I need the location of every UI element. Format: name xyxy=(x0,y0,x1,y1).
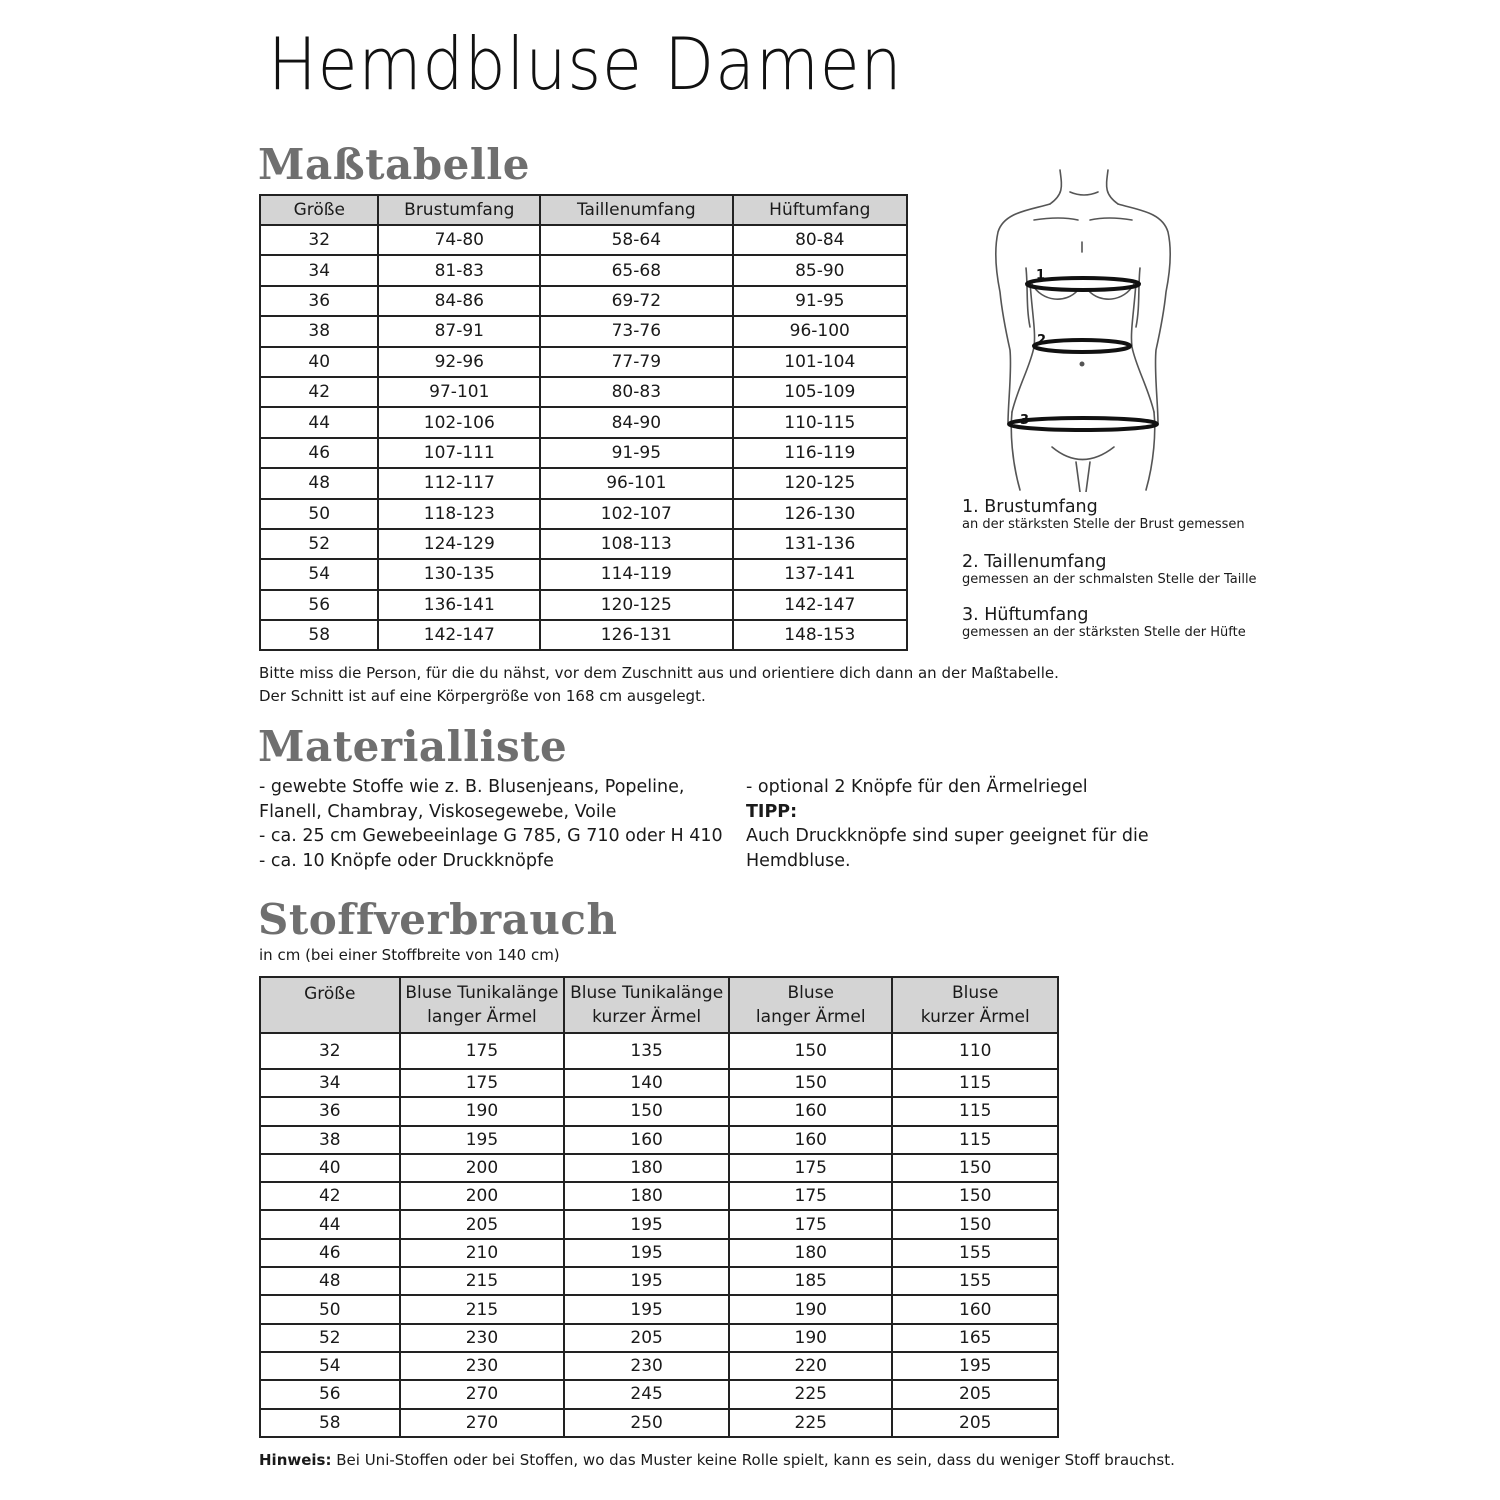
table-cell: 155 xyxy=(892,1267,1058,1295)
table-cell: 38 xyxy=(260,316,378,346)
col-header-bluse-kurz: Bluse kurzer Ärmel xyxy=(892,977,1058,1033)
table-cell: 225 xyxy=(729,1380,892,1408)
measurement-table xyxy=(259,194,908,651)
table-row xyxy=(260,559,907,589)
table-cell: 185 xyxy=(729,1267,892,1295)
table-cell: 200 xyxy=(400,1182,565,1210)
table-cell: 69-72 xyxy=(540,286,732,316)
table-cell: 54 xyxy=(260,559,378,589)
table-row xyxy=(260,1126,1058,1154)
table-row xyxy=(260,1267,1058,1295)
table-cell: 40 xyxy=(260,347,378,377)
size-note-line-1: Bitte miss die Person, für die du nähst, vor dem Zuschnitt aus und orientiere dich dann an der Maßtabelle. xyxy=(259,664,1059,682)
table-row xyxy=(260,1154,1058,1182)
table-cell: 140 xyxy=(564,1069,729,1097)
table-cell: 91-95 xyxy=(540,438,732,468)
table-cell: 175 xyxy=(400,1033,565,1069)
table-row xyxy=(260,1239,1058,1267)
col-header-brustumfang: Brustumfang xyxy=(378,195,540,225)
table-row xyxy=(260,316,907,346)
table-cell: 114-119 xyxy=(540,559,732,589)
hint-note xyxy=(259,1451,1175,1469)
legend-brustumfang xyxy=(962,497,1245,533)
legend-desc: an der stärksten Stelle der Brust gemessen xyxy=(962,517,1245,532)
heading-materialliste: Materialliste xyxy=(258,722,568,771)
hip-marker-3: 3 xyxy=(1020,413,1030,428)
table-cell: 230 xyxy=(400,1324,565,1352)
bust-marker-1: 1 xyxy=(1036,268,1046,283)
table-row xyxy=(260,1097,1058,1125)
table-cell: 80-83 xyxy=(540,377,732,407)
table-row xyxy=(260,255,907,285)
table-cell: 230 xyxy=(564,1352,729,1380)
legend-desc: gemessen an der schmalsten Stelle der Taille xyxy=(962,572,1257,587)
material-list-left xyxy=(259,775,723,873)
table-cell: 205 xyxy=(400,1210,565,1238)
material-line: - ca. 25 cm Gewebeeinlage G 785, G 710 oder H 410 xyxy=(259,826,723,846)
table-row xyxy=(260,347,907,377)
table-cell: 102-107 xyxy=(540,499,732,529)
table-cell: 116-119 xyxy=(733,438,907,468)
col-header-taillenumfang: Taillenumfang xyxy=(540,195,732,225)
material-line: - ca. 10 Knöpfe oder Druckknöpfe xyxy=(259,850,554,871)
table-row xyxy=(260,468,907,498)
table-cell: 87-91 xyxy=(378,316,540,346)
navel-mark xyxy=(1080,362,1085,367)
table-row xyxy=(260,1069,1058,1097)
legend-taillenumfang xyxy=(962,552,1257,588)
table-cell: 180 xyxy=(729,1239,892,1267)
body-outline xyxy=(996,170,1170,492)
table-cell: 195 xyxy=(564,1267,729,1295)
table-cell: 91-95 xyxy=(733,286,907,316)
table-cell: 52 xyxy=(260,1324,400,1352)
table-cell: 81-83 xyxy=(378,255,540,285)
table-cell: 65-68 xyxy=(540,255,732,285)
table-row xyxy=(260,1324,1058,1352)
table-cell: 190 xyxy=(729,1324,892,1352)
table-cell: 150 xyxy=(892,1182,1058,1210)
table-row xyxy=(260,377,907,407)
table-cell: 54 xyxy=(260,1352,400,1380)
table-cell: 46 xyxy=(260,438,378,468)
table-cell: 108-113 xyxy=(540,529,732,559)
table-cell: 120-125 xyxy=(540,590,732,620)
table-row xyxy=(260,1182,1058,1210)
table-cell: 175 xyxy=(729,1210,892,1238)
hint-label: Hinweis: xyxy=(259,1451,332,1469)
table-cell: 58 xyxy=(260,1409,400,1437)
table-cell: 137-141 xyxy=(733,559,907,589)
legend-hueftumfang xyxy=(962,605,1246,641)
col-header-hueftumfang: Hüftumfang xyxy=(733,195,907,225)
table-cell: 58-64 xyxy=(540,225,732,255)
table-cell: 40 xyxy=(260,1154,400,1182)
table-cell: 245 xyxy=(564,1380,729,1408)
table-cell: 205 xyxy=(892,1409,1058,1437)
table-cell: 142-147 xyxy=(733,590,907,620)
table-cell: 110 xyxy=(892,1033,1058,1069)
col-header-tunika-kurz: Bluse Tunikalänge kurzer Ärmel xyxy=(564,977,729,1033)
table-cell: 48 xyxy=(260,1267,400,1295)
table-row xyxy=(260,1033,1058,1069)
legend-desc: gemessen an der stärksten Stelle der Hüfte xyxy=(962,625,1246,640)
table-row xyxy=(260,438,907,468)
hip-measure-line xyxy=(1009,418,1157,430)
table-cell: 34 xyxy=(260,255,378,285)
tip-text: Auch Druckknöpfe sind super geeignet für die xyxy=(746,826,1149,846)
table-header-row xyxy=(260,195,907,225)
table-cell: 210 xyxy=(400,1239,565,1267)
table-cell: 250 xyxy=(564,1409,729,1437)
table-cell: 92-96 xyxy=(378,347,540,377)
table-cell: 175 xyxy=(400,1069,565,1097)
table-cell: 195 xyxy=(564,1239,729,1267)
table-cell: 150 xyxy=(892,1154,1058,1182)
table-row xyxy=(260,286,907,316)
col-header-groesse: Größe xyxy=(260,195,378,225)
table-cell: 135 xyxy=(564,1033,729,1069)
table-cell: 112-117 xyxy=(378,468,540,498)
table-row xyxy=(260,1352,1058,1380)
material-line: Flanell, Chambray, Viskosegewebe, Voile xyxy=(259,801,617,822)
table-cell: 215 xyxy=(400,1295,565,1323)
table-cell: 97-101 xyxy=(378,377,540,407)
table-cell: 46 xyxy=(260,1239,400,1267)
table-cell: 270 xyxy=(400,1409,565,1437)
table-cell: 101-104 xyxy=(733,347,907,377)
table-cell: 42 xyxy=(260,377,378,407)
table-cell: 118-123 xyxy=(378,499,540,529)
table-cell: 32 xyxy=(260,225,378,255)
table-cell: 160 xyxy=(564,1126,729,1154)
table-cell: 120-125 xyxy=(733,468,907,498)
size-note-line-2: Der Schnitt ist auf eine Körpergröße von 168 cm ausgelegt. xyxy=(259,687,706,705)
fabric-consumption-table xyxy=(259,976,1059,1438)
table-cell: 190 xyxy=(400,1097,565,1125)
material-line: - gewebte Stoffe wie z. B. Blusenjeans, Popeline, xyxy=(259,777,685,797)
table-cell: 126-131 xyxy=(540,620,732,650)
body-measurement-figure xyxy=(990,162,1175,492)
legend-title: 1. Brustumfang xyxy=(962,497,1098,517)
table-cell: 107-111 xyxy=(378,438,540,468)
table-cell: 190 xyxy=(729,1295,892,1323)
table-header-row xyxy=(260,977,1058,1033)
table-cell: 80-84 xyxy=(733,225,907,255)
col-header-groesse: Größe xyxy=(260,977,400,1033)
table-cell: 44 xyxy=(260,407,378,437)
table-cell: 270 xyxy=(400,1380,565,1408)
table-cell: 48 xyxy=(260,468,378,498)
table-cell: 73-76 xyxy=(540,316,732,346)
table-cell: 50 xyxy=(260,1295,400,1323)
table-cell: 136-141 xyxy=(378,590,540,620)
table-cell: 126-130 xyxy=(733,499,907,529)
table-row xyxy=(260,1210,1058,1238)
table-cell: 150 xyxy=(892,1210,1058,1238)
legend-title: 2. Taillenumfang xyxy=(962,552,1107,572)
table-cell: 131-136 xyxy=(733,529,907,559)
table-row xyxy=(260,590,907,620)
table-cell: 148-153 xyxy=(733,620,907,650)
table-row xyxy=(260,1409,1058,1437)
table-cell: 44 xyxy=(260,1210,400,1238)
table-cell: 200 xyxy=(400,1154,565,1182)
material-list-right xyxy=(746,775,1149,873)
table-row xyxy=(260,620,907,650)
table-cell: 115 xyxy=(892,1097,1058,1125)
col-header-tunika-lang: Bluse Tunikalänge langer Ärmel xyxy=(400,977,565,1033)
tip-text: Hemdbluse. xyxy=(746,850,851,871)
table-cell: 36 xyxy=(260,1097,400,1125)
table-cell: 32 xyxy=(260,1033,400,1069)
table-cell: 220 xyxy=(729,1352,892,1380)
table-cell: 115 xyxy=(892,1126,1058,1154)
waist-marker-2: 2 xyxy=(1037,333,1047,348)
table-cell: 175 xyxy=(729,1182,892,1210)
table-cell: 195 xyxy=(564,1295,729,1323)
table-cell: 160 xyxy=(892,1295,1058,1323)
table-cell: 205 xyxy=(892,1380,1058,1408)
table-cell: 180 xyxy=(564,1154,729,1182)
heading-masstabelle: Maßtabelle xyxy=(258,140,530,189)
table-cell: 160 xyxy=(729,1126,892,1154)
table-cell: 130-135 xyxy=(378,559,540,589)
table-cell: 50 xyxy=(260,499,378,529)
table-cell: 215 xyxy=(400,1267,565,1295)
table-row xyxy=(260,499,907,529)
table-cell: 74-80 xyxy=(378,225,540,255)
material-line: - optional 2 Knöpfe für den Ärmelriegel xyxy=(746,777,1088,797)
table-cell: 96-101 xyxy=(540,468,732,498)
table-cell: 150 xyxy=(564,1097,729,1125)
table-cell: 34 xyxy=(260,1069,400,1097)
table-cell: 77-79 xyxy=(540,347,732,377)
table-cell: 110-115 xyxy=(733,407,907,437)
table-cell: 124-129 xyxy=(378,529,540,559)
table-cell: 155 xyxy=(892,1239,1058,1267)
table-cell: 56 xyxy=(260,590,378,620)
waist-measure-line xyxy=(1034,340,1130,352)
table-cell: 195 xyxy=(564,1210,729,1238)
table-cell: 105-109 xyxy=(733,377,907,407)
table-cell: 84-86 xyxy=(378,286,540,316)
table-cell: 205 xyxy=(564,1324,729,1352)
table-cell: 142-147 xyxy=(378,620,540,650)
table-cell: 84-90 xyxy=(540,407,732,437)
table-cell: 42 xyxy=(260,1182,400,1210)
table-row xyxy=(260,529,907,559)
table-cell: 36 xyxy=(260,286,378,316)
table-cell: 96-100 xyxy=(733,316,907,346)
table-cell: 195 xyxy=(400,1126,565,1154)
table-cell: 230 xyxy=(400,1352,565,1380)
table-cell: 160 xyxy=(729,1097,892,1125)
tip-label: TIPP: xyxy=(746,801,798,822)
heading-stoffverbrauch: Stoffverbrauch xyxy=(258,895,618,944)
table-cell: 56 xyxy=(260,1380,400,1408)
table-cell: 225 xyxy=(729,1409,892,1437)
table-cell: 52 xyxy=(260,529,378,559)
table-cell: 195 xyxy=(892,1352,1058,1380)
hint-text: Bei Uni-Stoffen oder bei Stoffen, wo das Muster keine Rolle spielt, kann es sein, dass du weniger Stoff brauchst. xyxy=(331,1451,1175,1469)
table-cell: 38 xyxy=(260,1126,400,1154)
stoff-subtitle: in cm (bei einer Stoffbreite von 140 cm) xyxy=(259,946,560,964)
table-row xyxy=(260,407,907,437)
table-cell: 150 xyxy=(729,1069,892,1097)
table-cell: 175 xyxy=(729,1154,892,1182)
table-cell: 115 xyxy=(892,1069,1058,1097)
table-row xyxy=(260,1295,1058,1323)
page-title: Hemdbluse Damen xyxy=(268,22,903,106)
table-cell: 102-106 xyxy=(378,407,540,437)
col-header-bluse-lang: Bluse langer Ärmel xyxy=(729,977,892,1033)
table-row xyxy=(260,1380,1058,1408)
legend-title: 3. Hüftumfang xyxy=(962,605,1089,625)
table-cell: 180 xyxy=(564,1182,729,1210)
table-cell: 58 xyxy=(260,620,378,650)
table-cell: 85-90 xyxy=(733,255,907,285)
table-row xyxy=(260,225,907,255)
table-cell: 150 xyxy=(729,1033,892,1069)
table-cell: 165 xyxy=(892,1324,1058,1352)
